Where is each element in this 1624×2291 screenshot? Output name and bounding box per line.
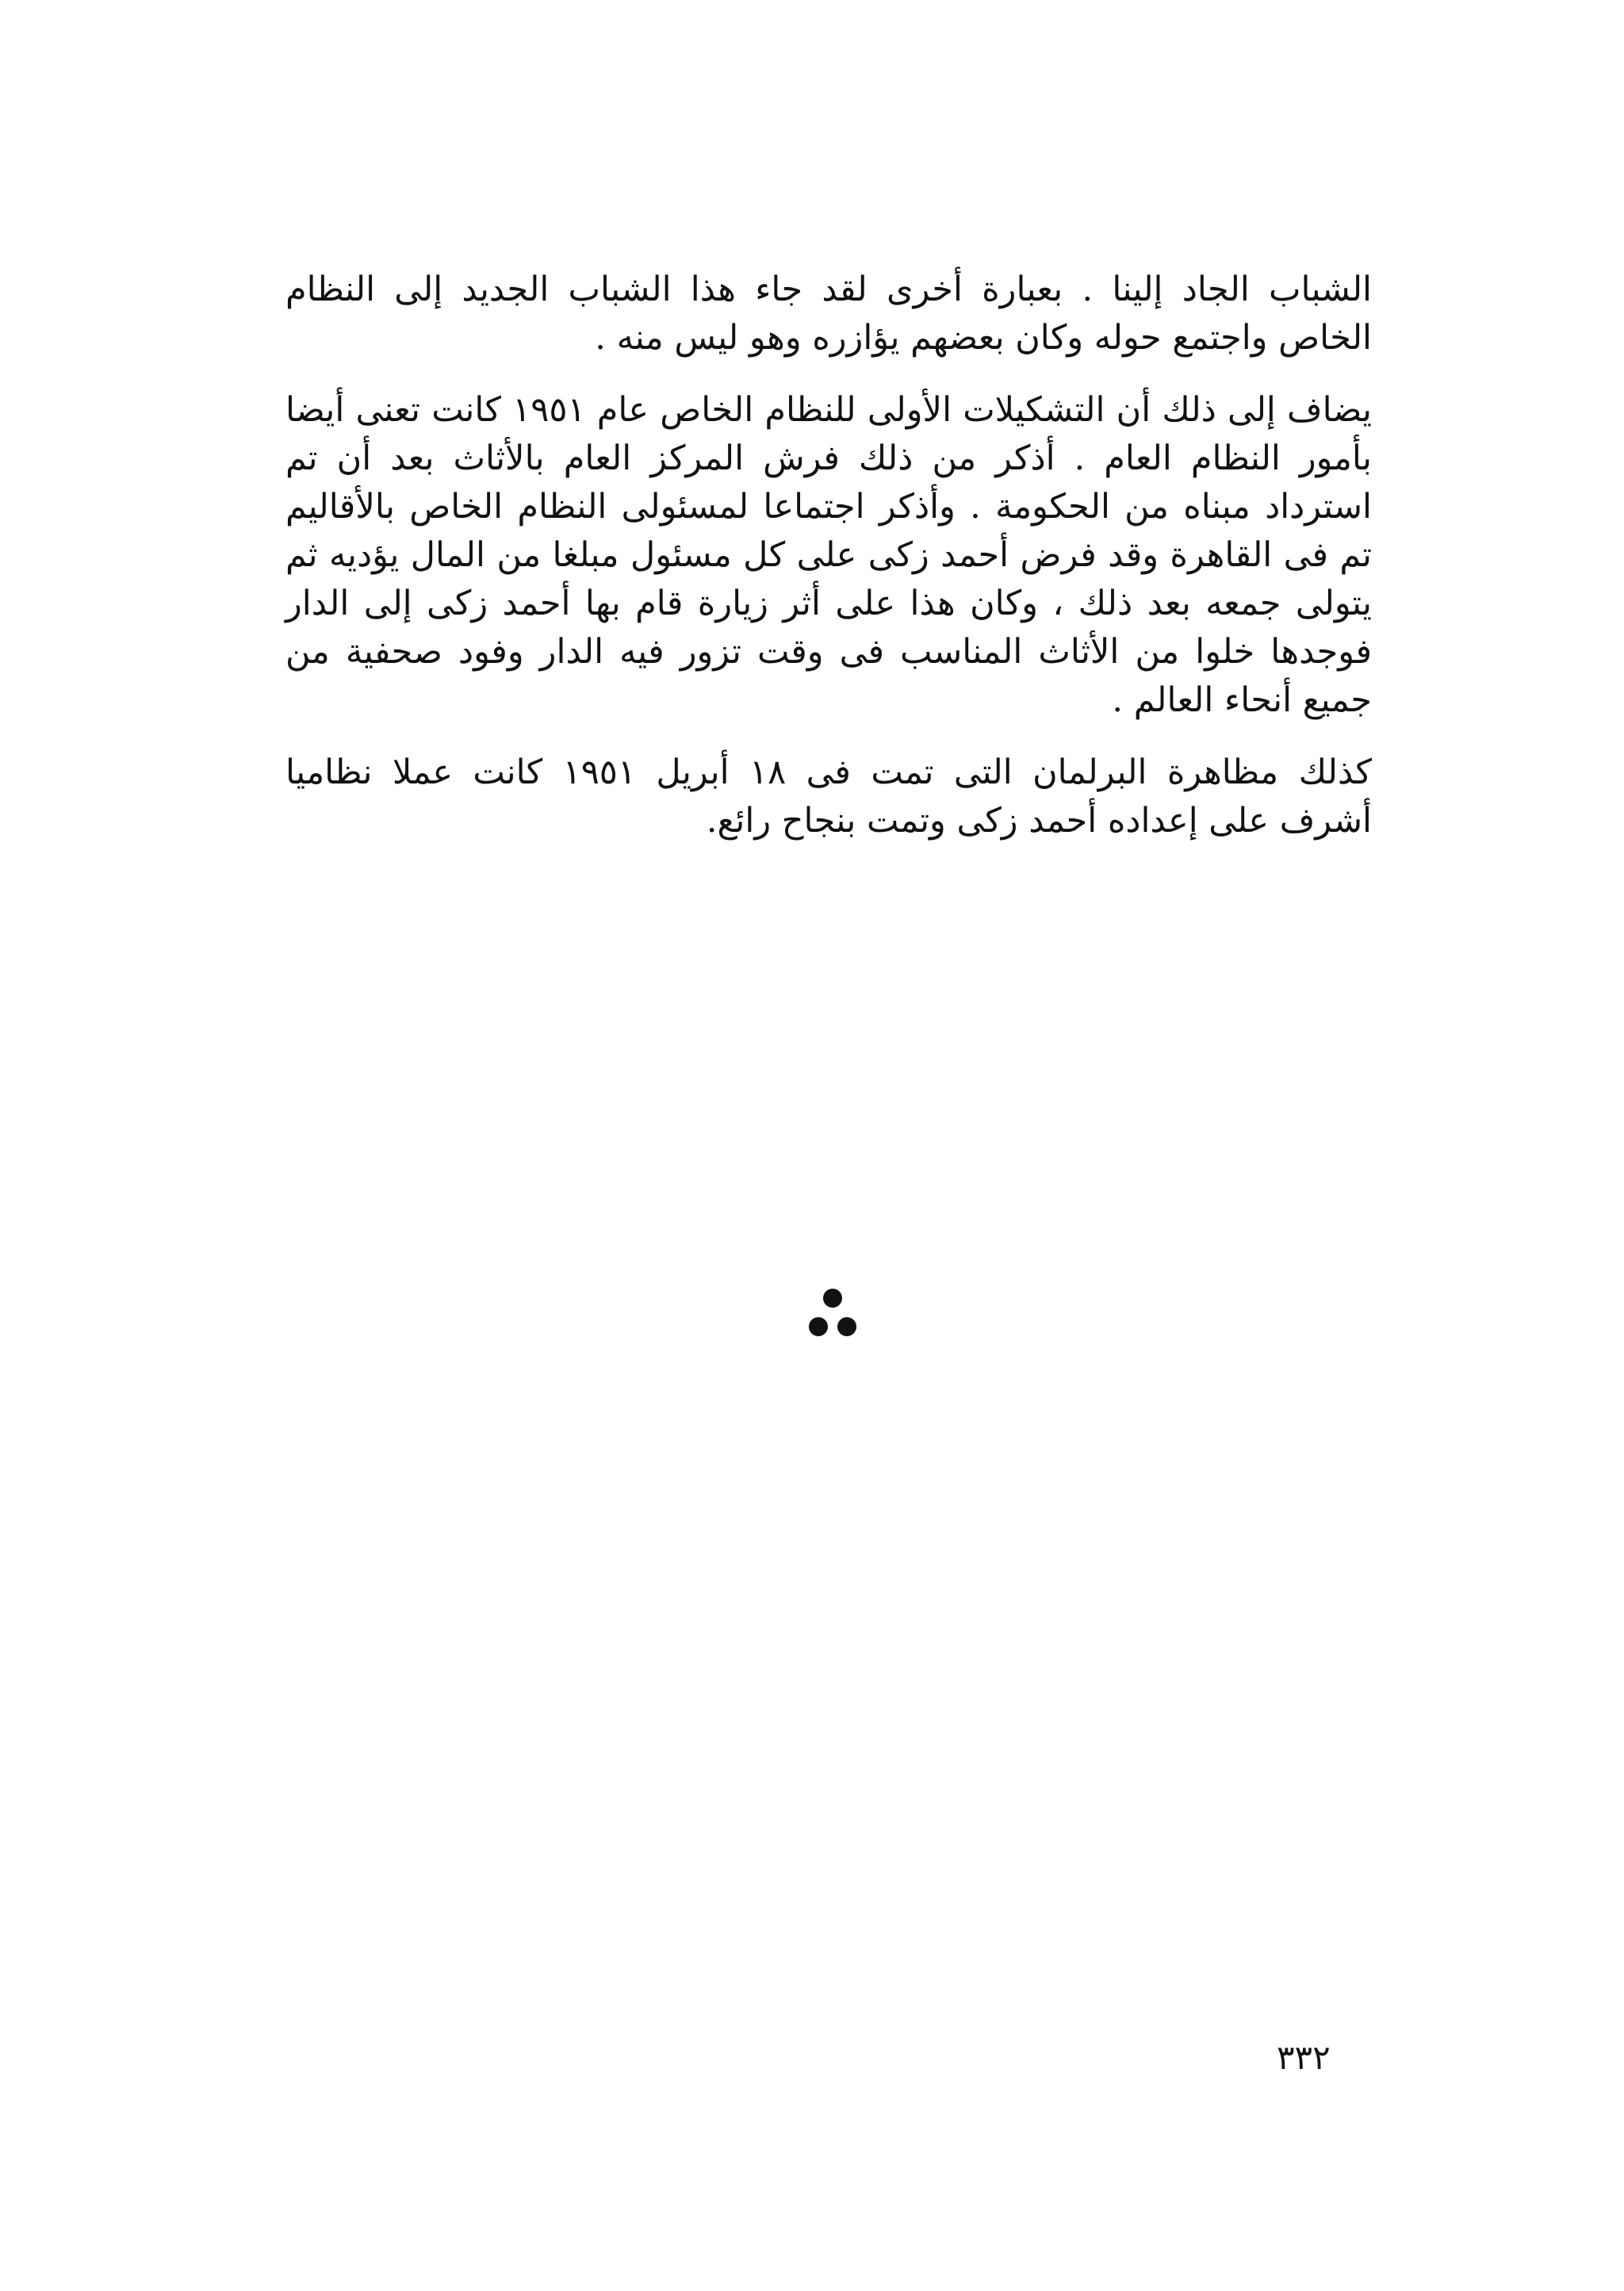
paragraph-3: كذلك مظاهرة البرلمان التى تمت فى ١٨ أبريل ١٩٥١ كانت عملا نظاميا أشرف على إعداده أحمد زكى وتمت بنجاح رائع. — [285, 753, 1372, 841]
dot-icon — [809, 1317, 828, 1336]
paragraph-2: يضاف إلى ذلك أن التشكيلات الأولى للنظام الخاص عام ١٩٥١ كانت تعنى أيضا بأمور النظام العام . أذكر من ذلك فرش المركز العام بالأثاث بعد أن تم استرداد مبناه من الحكومة . وأذكر اجتماعا لمسئولى النظام الخاص بالأقاليم تم فى القاهرة وقد فرض أحمد زكى على كل مسئول مبلغا من المال يؤديه ثم يتولى جمعه بعد ذلك ، وكان هذا على أثر زيارة قام بها أحمد زكى إلى الدار فوجدها خلوا من الأثاث المناسب فى وقت تزور فيه الدار وفود صحفية من جميع أنحاء العالم . — [285, 390, 1372, 720]
body-text — [285, 266, 1372, 869]
paragraph-1: الشباب الجاد إلينا . بعبارة أخرى لقد جاء هذا الشباب الجديد إلى النظام الخاص واجتمع حوله وكان بعضهم يؤازره وهو ليس منه . — [285, 270, 1372, 358]
three-dots-ornament-icon — [801, 1289, 864, 1352]
page-number: ٣٣٢ — [1277, 2038, 1331, 2077]
dot-icon — [837, 1317, 856, 1336]
dot-icon — [823, 1289, 842, 1308]
